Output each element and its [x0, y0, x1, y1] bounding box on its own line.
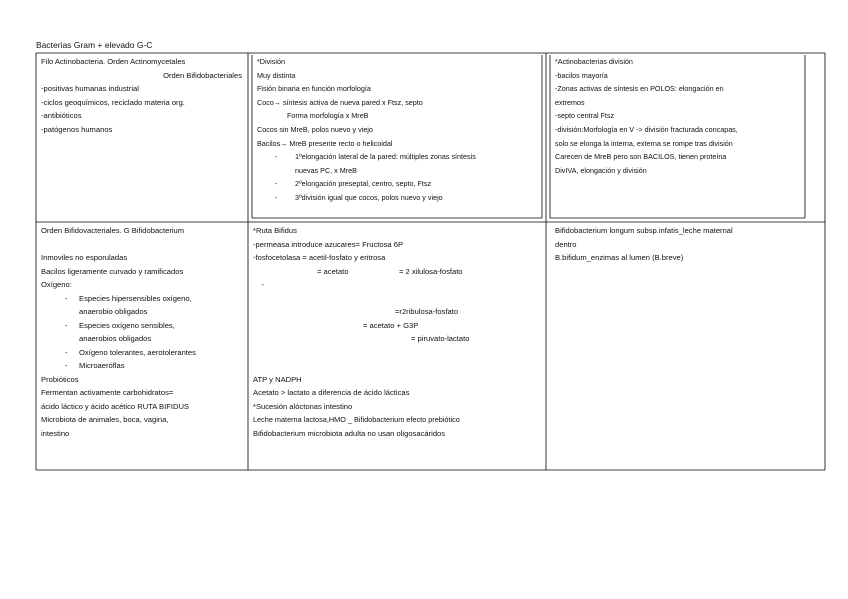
text-line: Cocos sin MreB, polos nuevo y viejo — [257, 124, 373, 134]
row2-col2 — [248, 222, 546, 440]
text-line: -fosfocetolasa = acetil-fosfato y eritrosa — [253, 253, 386, 262]
text-line: - Especies oxígeno sensibles, — [41, 319, 244, 333]
row2-col3 — [550, 222, 825, 265]
equation-part: = 2 xilulosa-fosfato — [399, 266, 463, 276]
text-line: *Actinobacterias división — [555, 57, 633, 66]
text-line: intestino — [41, 428, 70, 438]
document-title: Bacterias Gram + elevado G-C — [36, 40, 153, 50]
equation-part: = acetato — [317, 266, 349, 276]
text-line: Probióticos — [41, 374, 79, 384]
text-line: =r2ribulosa-fosfato — [395, 307, 459, 316]
text-line: -permeasa introduce azucares= Fructosa 6P — [253, 239, 404, 249]
text-line: Bacilos→ MreB presente recto o helicoidal — [257, 138, 393, 148]
text-line: Leche materna lactosa,HMO _ Bifidobacterium efecto prebiótico — [253, 415, 460, 424]
text-line: Coco→ síntesis activa de nueva pared x Ftsz, septo — [257, 97, 423, 107]
text-line: Carecen de MreB pero son BACILOS, tienen proteína — [555, 152, 727, 162]
text-line: DivIVA, elongación y división — [555, 165, 647, 175]
text-line: anaerobio obligados — [79, 307, 148, 316]
text-line: extremos — [555, 97, 585, 107]
text-line: -división:Morfología en V -> división fracturada concapas, — [555, 124, 738, 134]
text-line: ATP y NADPH — [253, 374, 302, 384]
text-line: - 1ºelongación lateral de la pared: múltiples zonas síntesis — [257, 150, 538, 164]
text-line: Muy distinta — [257, 70, 296, 80]
text-line: Fermentan activamente carbohidratos= — [41, 388, 174, 397]
text-line: B.bifidum_enzimas al lumen (B.breve) — [555, 253, 684, 262]
text-line: Bifidobacterium longum subsp.infatis_leche maternal — [555, 226, 733, 235]
text-line: = acetato + G3P — [363, 320, 419, 330]
row2-col1 — [36, 222, 248, 440]
text-line: -positivas humanas industrial — [41, 84, 139, 93]
text-line: - Especies hipersensibles oxígeno, — [41, 292, 244, 306]
text-line: -Zonas activas de síntesis en POLOS: elongación en — [555, 84, 724, 94]
text-line: - 3ºdivisión igual que cocos, polos nuevo y viejo — [257, 191, 538, 205]
text-line: Filo Actinobacteria. Orden Actinomycetales — [41, 57, 186, 66]
text-line: - Oxígeno tolerantes, aerotolerantes — [41, 346, 244, 360]
text-line: - Microaeróflas — [41, 359, 244, 373]
text-line: Bacilos ligeramente curvado y ramificados — [41, 266, 184, 276]
row1-col2 — [252, 53, 542, 205]
text-line: Bifidobacterium microbiota adulta no usan oligosacáridos — [253, 428, 446, 438]
text-line: Forma morfología x MreB — [287, 111, 369, 121]
row1-col3 — [550, 53, 805, 177]
text-line: *Ruta Bifidus — [253, 226, 297, 235]
text-line — [253, 265, 542, 306]
blank-line — [41, 238, 244, 252]
text-line: Microbiota de animales, boca, vagina, — [41, 415, 169, 424]
text-line: -patógenos humanos — [41, 124, 113, 134]
text-line: Orden Bifidobacteriales — [163, 70, 242, 80]
text-line: Orden Bifidovacteriales. G Bifidobacterium — [41, 226, 185, 235]
text-line: -antibióticos — [41, 111, 82, 120]
text-line: solo se elonga la interna, externa se rompe tras división — [555, 138, 733, 148]
text-line: *División — [257, 57, 285, 66]
text-line: -bacilos mayoría — [555, 70, 608, 80]
text-line: Oxígeno: — [41, 280, 72, 289]
text-line: -ciclos geoquímicos, reciclado materia org. — [41, 97, 185, 107]
text-line: - 2ºelongación preseptal, centro, septo, Ftsz — [257, 177, 538, 191]
row1-col1 — [36, 53, 248, 136]
blank-line — [253, 346, 542, 360]
text-line: anaerobios obligados — [79, 334, 152, 343]
text-line: Inmoviles no esporuladas — [41, 253, 128, 262]
text-line: dentro — [555, 239, 577, 249]
text-line: nuevas PC, x MreB — [295, 165, 357, 175]
dash-mark: - — [261, 280, 264, 289]
text-line: ácido láctico y ácido acético RUTA BIFIDUS — [41, 401, 189, 411]
text-line: -septo central Ftsz — [555, 111, 615, 121]
text-line: = piruvato-lactato — [411, 334, 470, 343]
blank-line — [253, 359, 542, 373]
text-line: Fisión binaria en función morfología — [257, 84, 371, 94]
text-line: Acetato > lactato a diferencia de ácido lácticas — [253, 388, 410, 397]
text-line: *Sucesión alóctonas intestino — [253, 401, 353, 411]
